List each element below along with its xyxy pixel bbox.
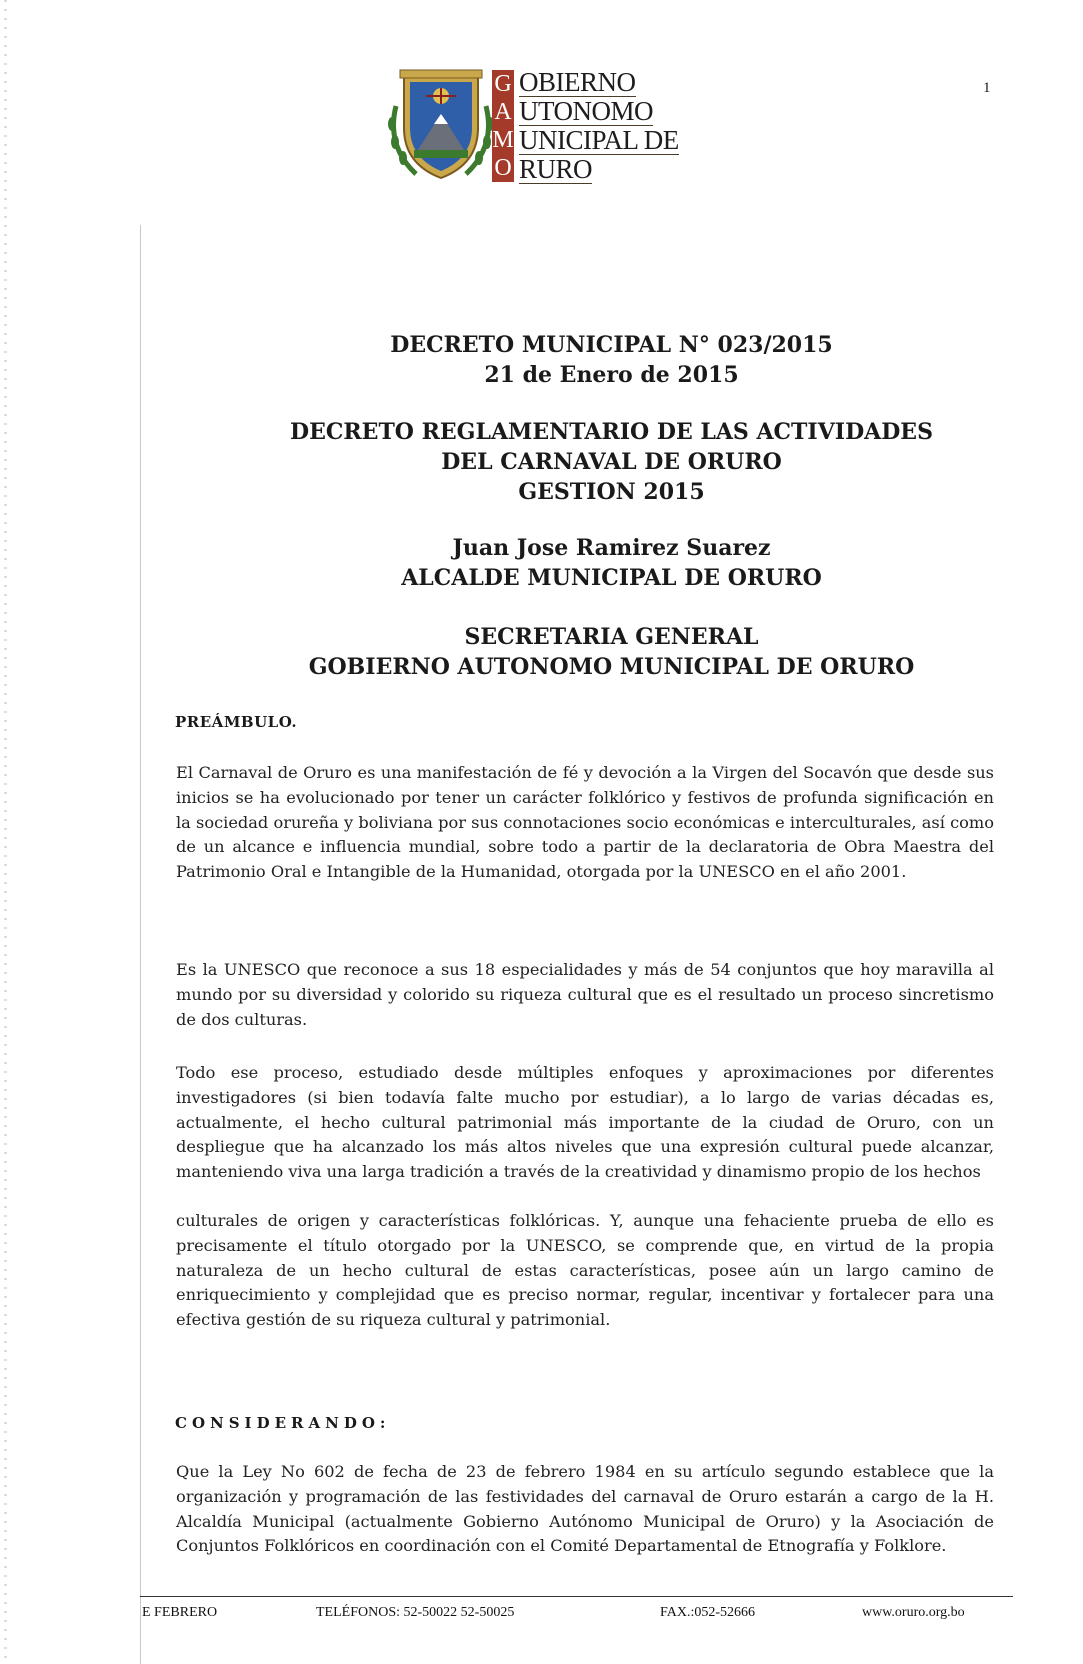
wordmark-line: UTONOMO: [519, 96, 654, 126]
secretariat-block: [140, 622, 1083, 682]
page-footer: [140, 1596, 1013, 1633]
logo-initials: [492, 70, 514, 182]
wordmark-line: RURO: [519, 154, 593, 184]
wordmark-line: UNICIPAL DE: [519, 125, 679, 155]
preambulo-heading: PREÁMBULO.: [175, 713, 298, 731]
coat-of-arms-icon: [386, 66, 496, 184]
decree-title-line: DEL CARNAVAL DE ORURO: [441, 449, 782, 475]
body-paragraph: Que la Ley No 602 de fecha de 23 de febrero 1984 en su artículo segundo establece que la organización y programación de las festividades del carnaval de Oruro estarán a cargo de la H. Alcaldía Municipal (actualmente Gobierno Autónomo Municipal de Oruro) y la Asociación de Conjuntos Folklóricos en coordinación con el Comité Departamental de Etnografía y Folklore.: [176, 1462, 994, 1556]
decree-number-block: [140, 330, 1083, 390]
body-paragraph: culturales de origen y características folklóricas. Y, aunque una fehaciente prueba de ello es precisamente el título otorgado por la UNESCO, se comprende que, en virtud de la propia naturaleza de un hecho cultural de estas características, posee aún un largo camino de enriquecimiento y complejidad que es preciso normar, regular, incentivar y fortalecer para una efectiva gestión de su riqueza cultural y patrimonial.: [176, 1211, 994, 1330]
municipal-logo: [386, 66, 722, 184]
initial-a: A: [494, 99, 512, 125]
page-number: 1: [983, 80, 991, 96]
mayor-title: ALCALDE MUNICIPAL DE ORURO: [401, 565, 822, 591]
decree-title-block: [140, 417, 1083, 507]
government-name: GOBIERNO AUTONOMO MUNICIPAL DE ORURO: [308, 654, 915, 680]
mayor-name: Juan Jose Ramirez Suarez: [452, 535, 771, 561]
body-paragraph: Todo ese proceso, estudiado desde múltiples enfoques y aproximaciones por diferentes investigadores (si bien todavía falte mucho por estudiar), a lo largo de varias décadas es, actualmente, el hecho cultural patrimonial más importante de la ciudad de Oruro, con un despliegue que ha alcanzado los más altos niveles que una expresión cultural puede alcanzar, manteniendo viva una larga tradición a través de la creatividad y dinamismo propio de los hechos: [176, 1063, 994, 1182]
secretariat-name: SECRETARIA GENERAL: [464, 624, 759, 650]
decree-title-line: GESTION 2015: [518, 479, 705, 505]
logo-wordmark: [519, 68, 729, 184]
scan-edge-marks: [4, 0, 7, 1664]
footer-phones: TELÉFONOS: 52-50022 52-50025: [316, 1605, 515, 1620]
footer-fax: FAX.:052-52666: [660, 1605, 756, 1620]
decree-title-line: DECRETO REGLAMENTARIO DE LAS ACTIVIDADES: [290, 419, 933, 445]
considerando-heading: CONSIDERANDO:: [175, 1414, 391, 1432]
decree-date: 21 de Enero de 2015: [484, 362, 739, 388]
initial-g: G: [494, 71, 512, 97]
decree-number: DECRETO MUNICIPAL N° 023/2015: [390, 332, 833, 358]
footer-address: E FEBRERO: [142, 1605, 218, 1620]
initial-o: O: [494, 155, 512, 181]
wordmark-line: OBIERNO: [519, 67, 636, 97]
initial-m: M: [492, 127, 514, 153]
body-paragraph: Es la UNESCO que reconoce a sus 18 especialidades y más de 54 conjuntos que hoy maravilla al mundo por su diversidad y colorido su riqueza cultural que es el resultado un proceso sincretismo de dos culturas.: [176, 960, 994, 1029]
body-paragraph: El Carnaval de Oruro es una manifestación de fé y devoción a la Virgen del Socavón que desde sus inicios se ha evolucionado por tener un carácter folklórico y festivos de profunda significación en la sociedad orureña y boliviana por sus connotaciones socio económicas e interculturales, así como de un alcance e influencia mundial, sobre todo a partir de la declaratoria de Obra Maestra del Patrimonio Oral e Intangible de la Humanidad, otorgada por la UNESCO en el año 2001.: [176, 763, 994, 882]
mayor-block: [140, 533, 1083, 593]
footer-website: www.oruro.org.bo: [862, 1605, 965, 1620]
